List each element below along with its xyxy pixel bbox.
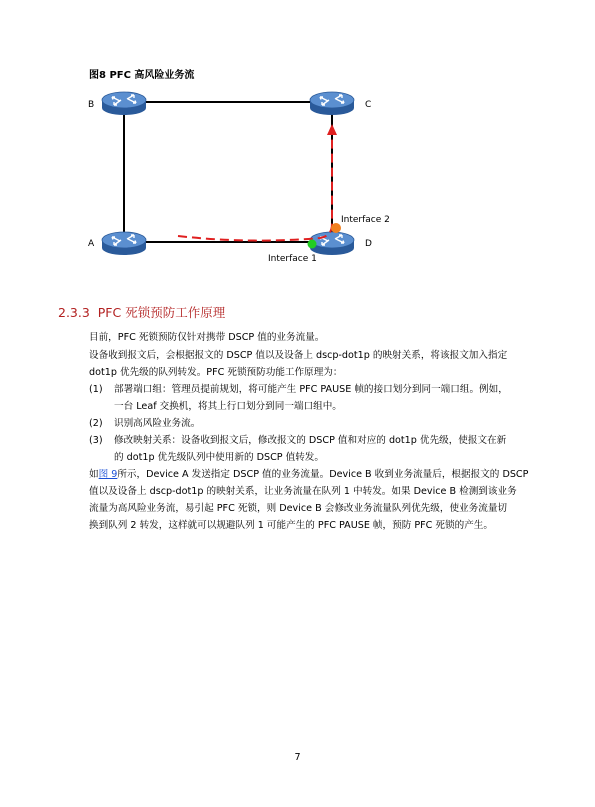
interface-2-marker — [331, 223, 341, 233]
list-item-3-line-1: 修改映射关系：设备收到报文后，修改报文的 DSCP 值和对应的 dot1p 优先级，使报文在新 — [114, 435, 507, 446]
router-icon-d — [310, 232, 354, 255]
section-heading — [58, 303, 225, 321]
figure-9-link[interactable]: 图 9 — [98, 469, 118, 480]
final-paragraph-line-1 — [89, 466, 528, 484]
interface-1-label: Interface 1 — [268, 254, 317, 264]
router-icon-b — [102, 92, 146, 115]
router-icon-c — [310, 92, 354, 115]
list-item-1-line-1: 部署端口组：管理员提前规划，将可能产生 PFC PAUSE 帧的接口划分到同一端口组。例如， — [114, 384, 508, 395]
paragraph-2-line-2: dot1p 优先级的队列转发。PFC 死锁预防功能工作原理为： — [89, 367, 343, 378]
final-line-1-rest: 所示，Device A 发送指定 DSCP 值的业务流量。Device B 收到业务流量后，根据报文的 DSCP — [117, 469, 529, 480]
list-item-2-line-1: 识别高风险业务流。 — [114, 418, 201, 429]
intro-paragraph: 目前，PFC 死锁预防仅针对携带 DSCP 值的业务流量。 — [89, 332, 325, 343]
arrowhead-icon — [327, 124, 337, 135]
interface-2-label: Interface 2 — [341, 215, 390, 225]
node-label-d: D — [365, 239, 372, 249]
list-item-number-2: (2) — [89, 418, 103, 429]
page-number: 7 — [294, 752, 301, 763]
final-prefix: 如 — [89, 469, 99, 480]
list-item-1-line-2: 一台 Leaf 交换机，将其上行口划分到同一端口组中。 — [114, 401, 342, 412]
final-paragraph-line-3: 流量为高风险业务流，易引起 PFC 死锁，则 Device B 会修改业务流量队列优先级，使业务流量切 — [89, 503, 508, 514]
section-title: PFC 死锁预防工作原理 — [97, 305, 226, 320]
node-label-c: C — [365, 100, 372, 110]
final-paragraph-line-4: 换到队列 2 转发，这样就可以规避队列 1 可能产生的 PFC PAUSE 帧，预防 PFC 死锁的产生。 — [89, 520, 493, 531]
list-item-3-line-2: 的 dot1p 优先级队列中使用新的 DSCP 值转发。 — [114, 452, 324, 463]
node-label-b: B — [88, 100, 95, 110]
figure-caption: 图8 PFC 高风险业务流 — [89, 70, 195, 81]
interface-1-marker — [308, 240, 317, 249]
paragraph-2-line-1: 设备收到报文后，会根据报文的 DSCP 值以及设备上 dscp-dot1p 的映射关系，将该报文加入指定 — [89, 350, 508, 361]
traffic-flow-arrow — [178, 134, 332, 241]
final-paragraph-line-2: 值以及设备上 dscp-dot1p 的映射关系，让业务流量在队列 1 中转发。如果 Device B 检测到该业务 — [89, 486, 517, 497]
node-label-a: A — [88, 239, 95, 249]
list-item-number-1: (1) — [89, 384, 103, 395]
network-diagram — [70, 82, 410, 272]
router-icon-a — [102, 232, 146, 255]
section-number: 2.3.3 — [58, 305, 90, 320]
list-item-number-3: (3) — [89, 435, 103, 446]
